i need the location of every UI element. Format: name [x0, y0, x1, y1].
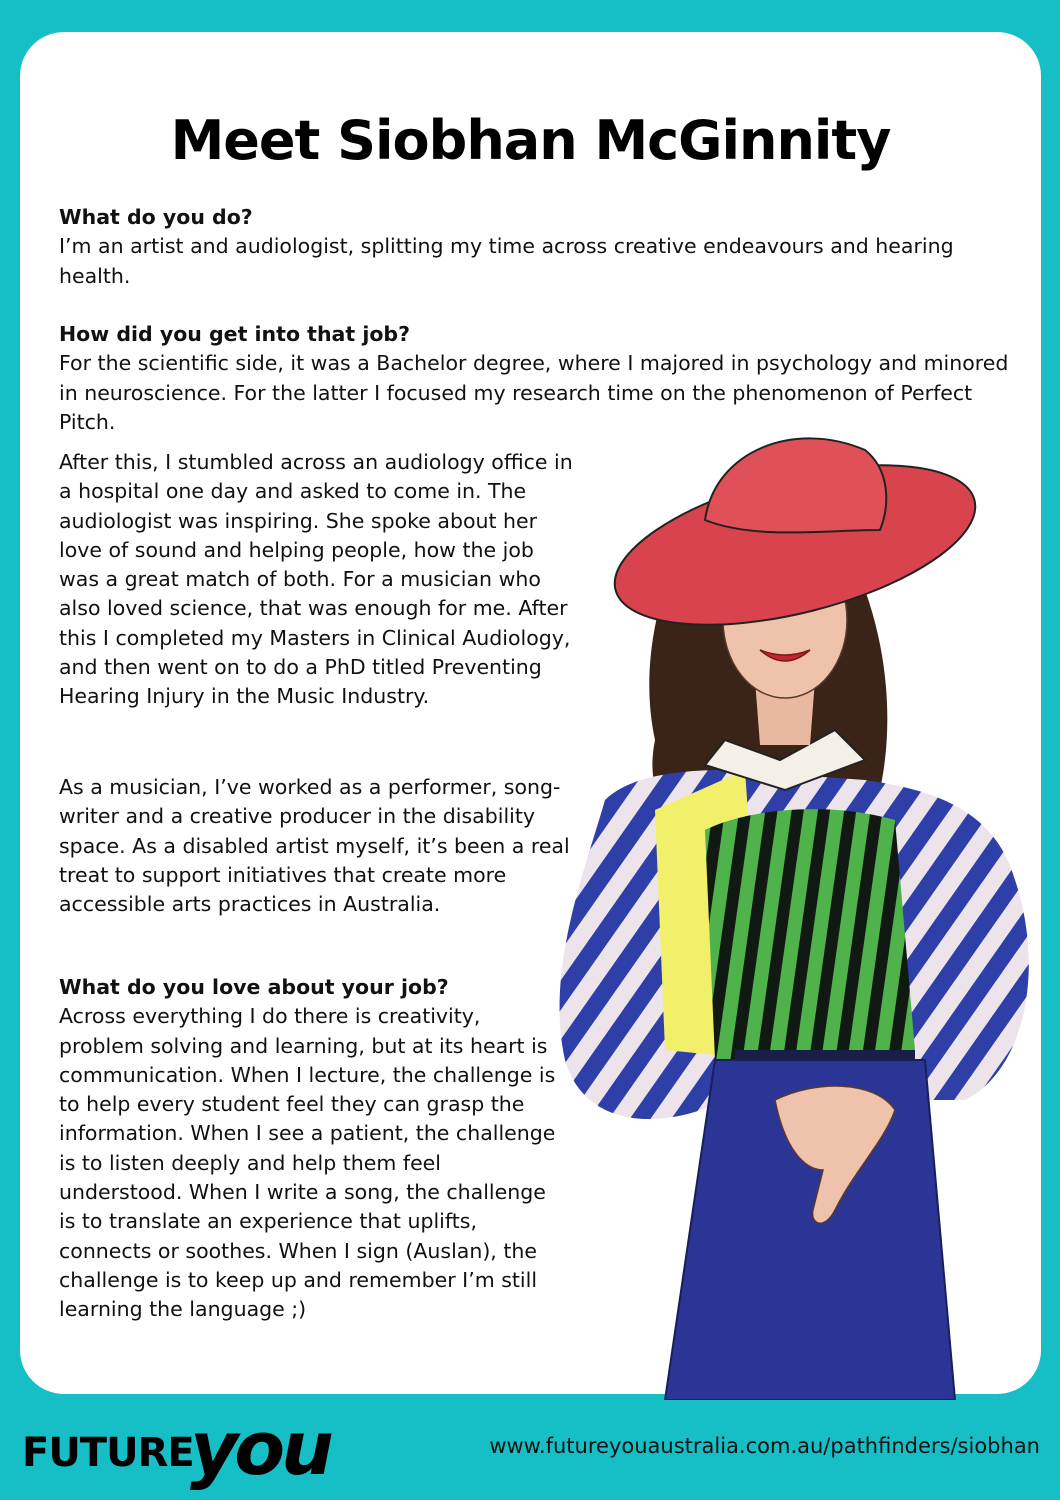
futureyou-logo	[22, 1398, 382, 1493]
section-what-do-you-do	[59, 203, 1009, 291]
question-heading: What do you love about your job?	[59, 975, 449, 999]
shirt-green-panel-shape	[705, 809, 915, 1060]
answer-text: For the scientific side, it was a Bachelor degree, where I majored in psychology and minored in neuroscience. For the latter I focused my research time on the phenomenon of Perfect Pitch.	[59, 351, 1009, 434]
page-title: Meet Siobhan McGinnity	[170, 109, 891, 172]
logo-future-text: FUTURE	[22, 1430, 194, 1476]
question-heading: What do you do?	[59, 205, 253, 229]
question-heading: How did you get into that job?	[59, 322, 411, 346]
answer-text: Across everything I do there is creativity, problem solving and learning, but at its heart is communication. When I lecture, the challenge is to help every student feel they can grasp the information. When I see a patient, the challenge is to listen deeply and help them feel understood. When I write a song, the challenge is to translate an experience that uplifts, connects or soothes. When I sign (Auslan), the challenge is to keep up and remember I’m still learning the language ;)	[59, 1004, 556, 1322]
answer-text: I’m an artist and audiologist, splitting my time across creative endeavours and hearing health.	[59, 234, 954, 288]
section-what-do-you-love	[59, 973, 559, 1325]
answer-text-audiology: After this, I stumbled across an audiology office in a hospital one day and asked to come in. The audiologist was inspiring. She spoke about her love of sound and helping people, how the job was a great match of both. For a musician who also loved science, that was enough for me. After this I completed my Masters in Clinical Audiology, and then went on to do a PhD titled Preventing Hearing Injury in the Music Industry.	[59, 450, 573, 709]
illustration-siobhan	[545, 410, 1045, 1400]
hat-crown-shape	[705, 438, 886, 532]
footer-url-link[interactable]: www.futureyouaustralia.com.au/pathfinders/siobhan	[489, 1434, 1040, 1458]
logo-you-text: you	[190, 1406, 330, 1492]
answer-text-musician: As a musician, I’ve worked as a performer, song-writer and a creative producer in the disability space. As a disabled artist myself, it’s been a real treat to support initiatives that create more accessible arts practices in Australia.	[59, 775, 570, 917]
